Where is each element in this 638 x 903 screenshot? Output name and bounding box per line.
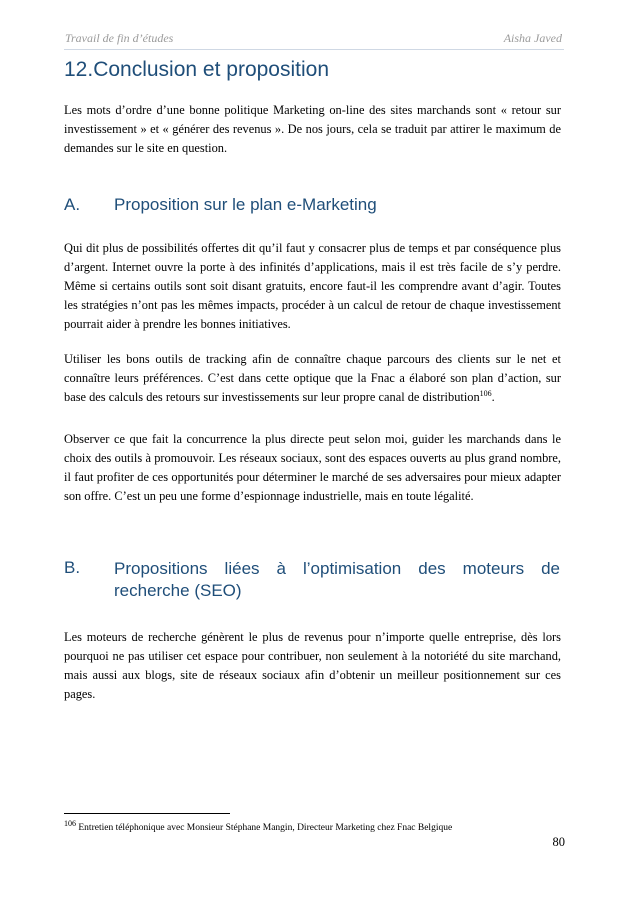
intro-paragraph: Les mots d’ordre d’une bonne politique Marketing on-line des sites marchands sont « retour sur investissement » et « générer des revenus ». De nos jours, cela se traduit par attirer le maximum de demandes sur le site en question. (64, 103, 561, 155)
footnote-divider (64, 813, 230, 814)
section-b-paragraph-1: Les moteurs de recherche génèrent le plus de revenus pour n’importe quelle entreprise, dès lors pourquoi ne pas utiliser cet espace pour contribuer, non seulement à la notoriété du site marchand, mais aussi aux blogs, site de réseaux sociaux afin d’obtenir un meilleur positionnement sur ces pages. (64, 630, 561, 701)
section-a-paragraph-2 (64, 350, 561, 407)
section-b-number: B. (64, 558, 81, 577)
page-number: 80 (552, 835, 565, 849)
header-divider (64, 49, 564, 50)
section-a-number: A. (64, 195, 81, 214)
chapter-title: 12.Conclusion et proposition (64, 58, 330, 81)
section-b-heading (64, 558, 564, 606)
section-a-heading (64, 195, 564, 219)
section-a-paragraph-2-text: Utiliser les bons outils de tracking afin de connaître chaque parcours des clients sur le net et connaître leurs préférences. C’est dans cette optique que la Fnac a élaboré son plan d’action, sur base des calculs des retours sur investissements sur leur propre canal de distribution (64, 352, 561, 404)
footnote-text: Entretien téléphonique avec Monsieur Stéphane Mangin, Directeur Marketing chez Fnac Belgique (76, 823, 453, 833)
footnote (64, 818, 564, 834)
section-a-paragraph-3: Observer ce que fait la concurrence la plus directe peut selon moi, guider les marchands dans le choix des outils à promouvoir. Les réseaux sociaux, sont des espaces ouverts au plus grand nombre, il faut profiter de ces opportunités pour déterminer le marché de ses adversaires pour mieux adapter son offre. C’est un peu une forme d’espionnage industrielle, mais en toute légalité. (64, 432, 561, 503)
running-header-author: Aisha Javed (503, 31, 562, 45)
running-header-title: Travail de fin d’études (65, 31, 174, 45)
footnote-number: 106 (64, 818, 76, 828)
section-b-title: Propositions liées à l’optimisation des moteurs de recherche (SEO) (114, 559, 560, 600)
section-a-title: Proposition sur le plan e-Marketing (114, 195, 377, 214)
footnote-reference[interactable]: 106 (479, 388, 492, 398)
section-a-paragraph-2-end: . (491, 390, 495, 404)
section-a-paragraph-1: Qui dit plus de possibilités offertes dit qu’il faut y consacrer plus de temps et par conséquence plus d’argent. Internet ouvre la porte à des infinités d’applications, mais il est très facile de s’y perdre. Même si certains outils sont soit disant gratuits, encore faut-il les comprendre avant d’agir. Toutes les stratégies n’ont pas les mêmes impacts, procéder à un calcul de retour de chaque investissement pourrait aider à prendre les bonnes initiatives. (64, 241, 561, 331)
